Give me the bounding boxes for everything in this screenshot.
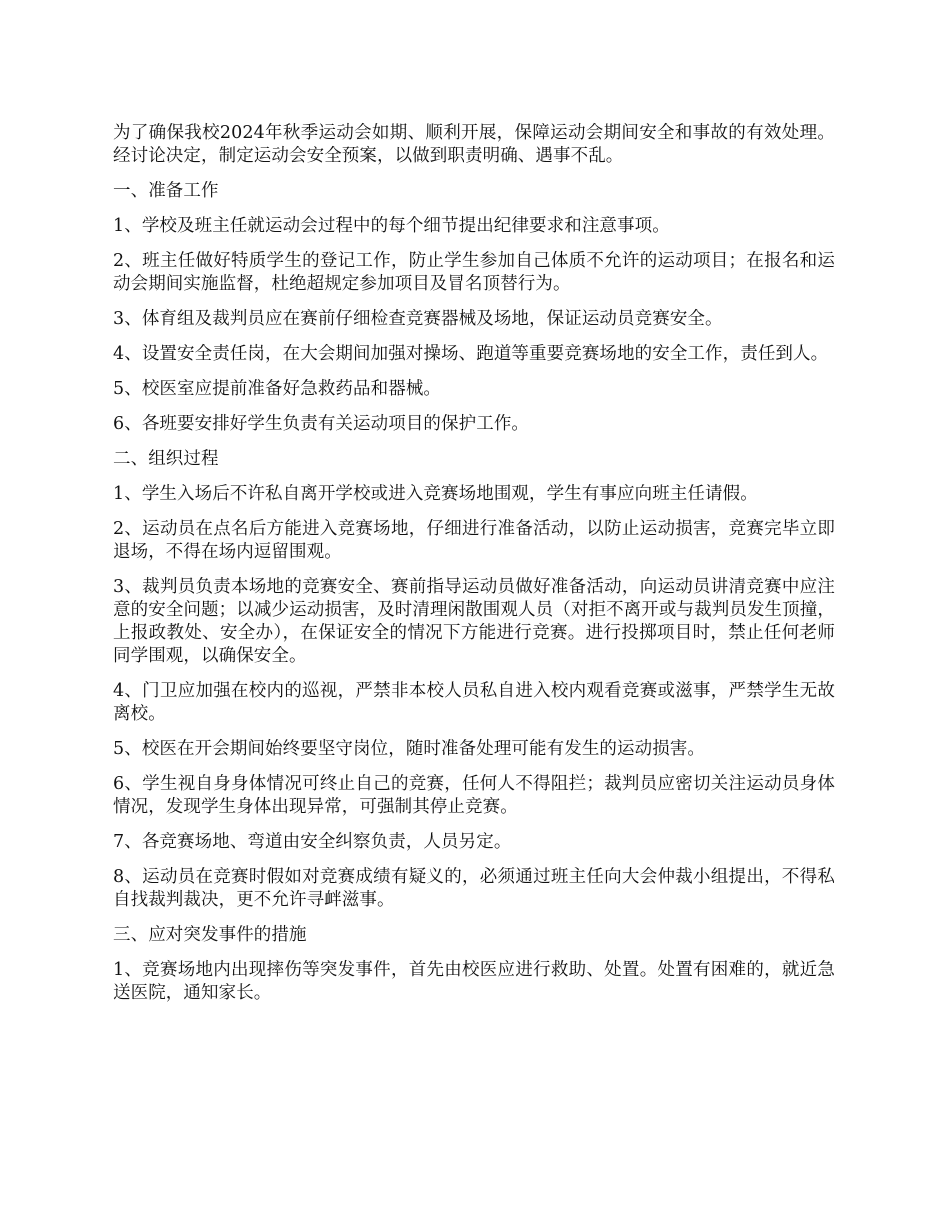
preparation-item-6: 6、各班要安排好学生负责有关运动项目的保护工作。 <box>113 414 530 434</box>
preparation-item-2: 2、班主任做好特质学生的登记工作，防止学生参加自己体质不允许的运动项目；在报名和运动会期间实施监督，杜绝超规定参加项目及冒名顶替行为。 <box>113 251 835 294</box>
organization-item-6: 6、学生视自身身体情况可终止自己的竞赛，任何人不得阻拦；裁判员应密切关注运动员身体情况，发现学生身体出现异常，可强制其停止竞赛。 <box>113 774 835 817</box>
preparation-item-5: 5、校医室应提前准备好急救药品和器械。 <box>113 379 442 399</box>
section-heading-preparation: 一、准备工作 <box>113 181 219 201</box>
preparation-item-3: 3、体育组及裁判员应在赛前仔细检查竞赛器械及场地，保证运动员竞赛安全。 <box>113 309 723 329</box>
organization-item-1: 1、学生入场后不许私自离开学校或进入竞赛场地围观，学生有事应向班主任请假。 <box>113 484 758 504</box>
preparation-item-4: 4、设置安全责任岗，在大会期间加强对操场、跑道等重要竞赛场地的安全工作，责任到人。 <box>113 344 829 364</box>
section-heading-organization: 二、组织过程 <box>113 449 219 469</box>
intro-paragraph: 为了确保我校2024年秋季运动会如期、顺利开展，保障运动会期间安全和事故的有效处理。经讨论决定，制定运动会安全预案，以做到职责明确、遇事不乱。 <box>113 123 835 166</box>
organization-item-7: 7、各竞赛场地、弯道由安全纠察负责，人员另定。 <box>113 832 512 852</box>
organization-item-3: 3、裁判员负责本场地的竞赛安全、赛前指导运动员做好准备活动，向运动员讲清竞赛中应注意的安全问题；以减少运动损害，及时清理闲散围观人员（对拒不离开或与裁判员发生顶撞，上报政教处、安全办），在保证安全的情况下方能进行竞赛。进行投掷项目时，禁止任何老师同学围观，以确保安全。 <box>113 577 835 666</box>
organization-item-8: 8、运动员在竞赛时假如对竞赛成绩有疑义的，必须通过班主任向大会仲裁小组提出，不得私自找裁判裁决，更不允许寻衅滋事。 <box>113 867 835 910</box>
section-heading-emergency: 三、应对突发事件的措施 <box>113 925 307 945</box>
preparation-item-1: 1、学校及班主任就运动会过程中的每个细节提出纪律要求和注意事项。 <box>113 216 670 236</box>
organization-item-2: 2、运动员在点名后方能进入竞赛场地，仔细进行准备活动，以防止运动损害，竞赛完毕立即退场，不得在场内逗留围观。 <box>113 519 835 562</box>
organization-item-5: 5、校医在开会期间始终要坚守岗位，随时准备处理可能有发生的运动损害。 <box>113 739 706 759</box>
document-body <box>113 122 835 1017</box>
emergency-item-1: 1、竞赛场地内出现摔伤等突发事件，首先由校医应进行救助、处置。处置有困难的，就近急送医院，通知家长。 <box>113 960 835 1003</box>
organization-item-4: 4、门卫应加强在校内的巡视，严禁非本校人员私自进入校内观看竞赛或滋事，严禁学生无故离校。 <box>113 681 835 724</box>
